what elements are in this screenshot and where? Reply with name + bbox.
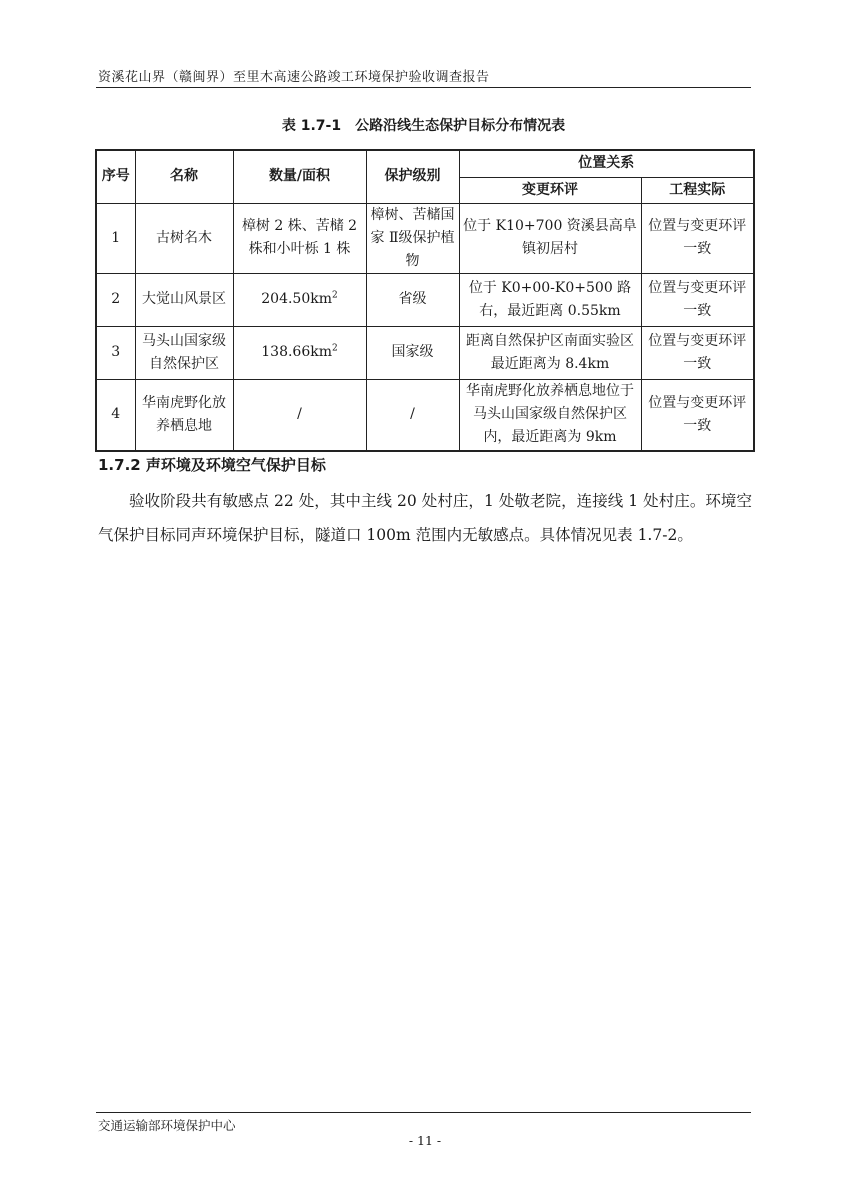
header-quantity: 数量/面积: [233, 150, 366, 203]
table-row: [96, 273, 754, 326]
cell-quantity: [233, 273, 366, 326]
header-position: 位置关系: [459, 150, 754, 177]
section-heading: 1.7.2 声环境及环境空气保护目标: [98, 456, 326, 474]
cell-index: 2: [96, 273, 135, 326]
cell-level: 樟树、苦槠国家 Ⅱ级保护植物: [366, 203, 459, 273]
cell-name: 古树名木: [135, 203, 233, 273]
quantity-value: 138.66km: [261, 344, 332, 360]
quantity-superscript: 2: [332, 343, 338, 354]
table-row: [96, 203, 754, 273]
footer-divider: [96, 1112, 751, 1113]
cell-index: 1: [96, 203, 135, 273]
cell-quantity: /: [233, 379, 366, 451]
header-eia: 变更环评: [459, 177, 641, 203]
cell-actual: 位置与变更环评一致: [641, 203, 754, 273]
table-row: [96, 326, 754, 379]
cell-level: /: [366, 379, 459, 451]
cell-index: 4: [96, 379, 135, 451]
body-paragraph: 验收阶段共有敏感点 22 处，其中主线 20 处村庄，1 处敬老院，连接线 1 处村庄。环境空气保护目标同声环境保护目标，隧道口 100m 范围内无敏感点。具体情况见表 1.7-2。: [98, 492, 752, 544]
cell-level: 国家级: [366, 326, 459, 379]
header-divider: [96, 87, 751, 88]
cell-name: 华南虎野化放养栖息地: [135, 379, 233, 451]
cell-name: 马头山国家级自然保护区: [135, 326, 233, 379]
cell-quantity: 樟树 2 株、苦槠 2 株和小叶栎 1 株: [233, 203, 366, 273]
header-name: 名称: [135, 150, 233, 203]
cell-eia: 位于 K10+700 资溪县高阜镇初居村: [459, 203, 641, 273]
cell-index: 3: [96, 326, 135, 379]
header-index: 序号: [96, 150, 135, 203]
quantity-value: 204.50km: [261, 291, 332, 307]
page-number: - 11 -: [408, 1133, 442, 1148]
cell-actual: 位置与变更环评一致: [641, 273, 754, 326]
header-actual: 工程实际: [641, 177, 754, 203]
cell-name: 大觉山风景区: [135, 273, 233, 326]
ecology-targets-table: [95, 149, 755, 452]
table-caption: 表 1.7-1 公路沿线生态保护目标分布情况表: [281, 118, 566, 134]
document-header: 资溪花山界（赣闽界）至里木高速公路竣工环境保护验收调查报告: [98, 70, 490, 85]
cell-quantity: [233, 326, 366, 379]
cell-actual: 位置与变更环评一致: [641, 379, 754, 451]
cell-level: 省级: [366, 273, 459, 326]
header-level: 保护级别: [366, 150, 459, 203]
footer-organization: 交通运输部环境保护中心: [98, 1118, 236, 1133]
cell-actual: 位置与变更环评一致: [641, 326, 754, 379]
quantity-superscript: 2: [332, 290, 338, 301]
cell-eia: 华南虎野化放养栖息地位于马头山国家级自然保护区内，最近距离为 9km: [459, 379, 641, 451]
cell-eia: 距离自然保护区南面实验区最近距离为 8.4km: [459, 326, 641, 379]
table-row: [96, 379, 754, 451]
cell-eia: 位于 K0+00-K0+500 路右，最近距离 0.55km: [459, 273, 641, 326]
